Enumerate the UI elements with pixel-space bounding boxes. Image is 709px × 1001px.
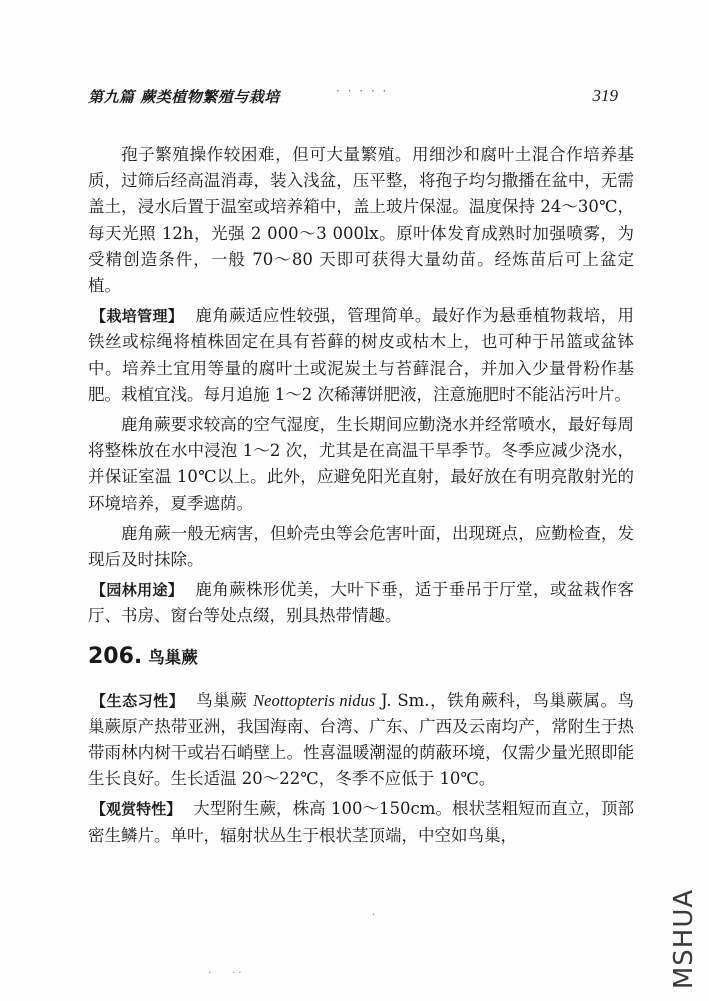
latin-name: Neottopteris nidus xyxy=(253,690,376,710)
text-cultivation: 鹿角蕨适应性较强，管理简单。最好作为悬垂植物栽培，用铁丝或棕绳将植株固定在具有苔藓的树皮或枯木上，也可种于吊篮或盆钵中。培养土宜用等量的腐叶土或泥炭土与苔藓混合，并加入少量骨粉作基肥。栽植宜浅。每月追施 1～2 次稀薄饼肥液，注意施肥时不能沾污叶片。 xyxy=(88,306,634,404)
section-heading xyxy=(88,644,634,674)
paragraph-humidity: 鹿角蕨要求较高的空气湿度，生长期间应勤浇水并经常喷水，最好每周将整株放在水中浸泡 1～2 次，尤其是在高温干旱季节。冬季应减少浇水，并保证室温 10℃以上。此外，应避免阳光直射，最好放在有明亮散射光的环境培养，夏季遮荫。 xyxy=(88,415,634,513)
running-header xyxy=(88,86,618,110)
tag-landscape-use: 【园林用途】 xyxy=(91,581,184,600)
section-number: 206. xyxy=(88,643,143,669)
text-ecology-a: 鸟巢蕨 xyxy=(196,690,248,710)
text-landscape-use: 鹿角蕨株形优美，大叶下垂，适于垂吊于厅堂，或盆栽作客厅、书房、窗台等处点缀，别具热带情趣。 xyxy=(88,580,634,626)
paragraph-pests: 鹿角蕨一般无病害，但蚧壳虫等会危害叶面，出现斑点，应勤检查，发现后及时抹除。 xyxy=(88,523,634,570)
page-number: 319 xyxy=(592,86,618,105)
tag-ornamental: 【观赏特性】 xyxy=(91,800,182,819)
paragraph-landscape-use xyxy=(88,577,634,629)
tag-ecology: 【生态习性】 xyxy=(91,691,185,710)
paragraph-spore-propagation: 孢子繁殖操作较困难，但可大量繁殖。用细沙和腐叶土混合作培养基质，过筛后经高温消毒，装入浅盆，压平整，将孢子均匀撒播在盆中，无需盖土，浸水后置于温室或培养箱中，盖上玻片保湿。温度保持 24～30℃，每天光照 12h，光强 2 000～3 000lx。原叶体发育成熟时加强喷雾，为受精创造条件，一般 70～80 天即可获得大量幼苗。经炼苗后可上盆定植。 xyxy=(88,145,634,296)
tag-cultivation: 【栽培管理】 xyxy=(91,307,184,326)
scan-speck: · xyxy=(372,910,376,921)
paragraph-ornamental xyxy=(88,796,634,848)
text-ornamental: 大型附生蕨，株高 100～150cm。根状茎粗短而直立，顶部密生鳞片。单叶，辐射状丛生于根状茎顶端，中空如鸟巢， xyxy=(88,799,634,845)
page-body xyxy=(88,142,634,849)
section-title: 鸟巢蕨 xyxy=(148,647,198,667)
watermark-text: MSHUA xyxy=(669,888,699,990)
scan-speck: · xyxy=(208,968,212,979)
header-dots: · · · · · xyxy=(336,84,389,98)
watermark xyxy=(664,880,704,998)
text-ecology-b: J. Sm.，铁角蕨科，鸟巢蕨属。鸟巢蕨原产热带亚洲，我国海南、台湾、广东、广西及云南均产，常附生于热带雨林内树干或岩石峭壁上。性喜温暖潮湿的荫蔽环境，仅需少量光照即能生长良好。生长适温 20～22℃，冬季不应低于 10℃。 xyxy=(88,690,635,789)
scan-speck: · · xyxy=(232,968,242,979)
paragraph-ecology xyxy=(88,688,634,793)
chapter-title: 第九篇 蕨类植物繁殖与栽培 xyxy=(88,88,280,106)
paragraph-cultivation xyxy=(88,303,634,408)
